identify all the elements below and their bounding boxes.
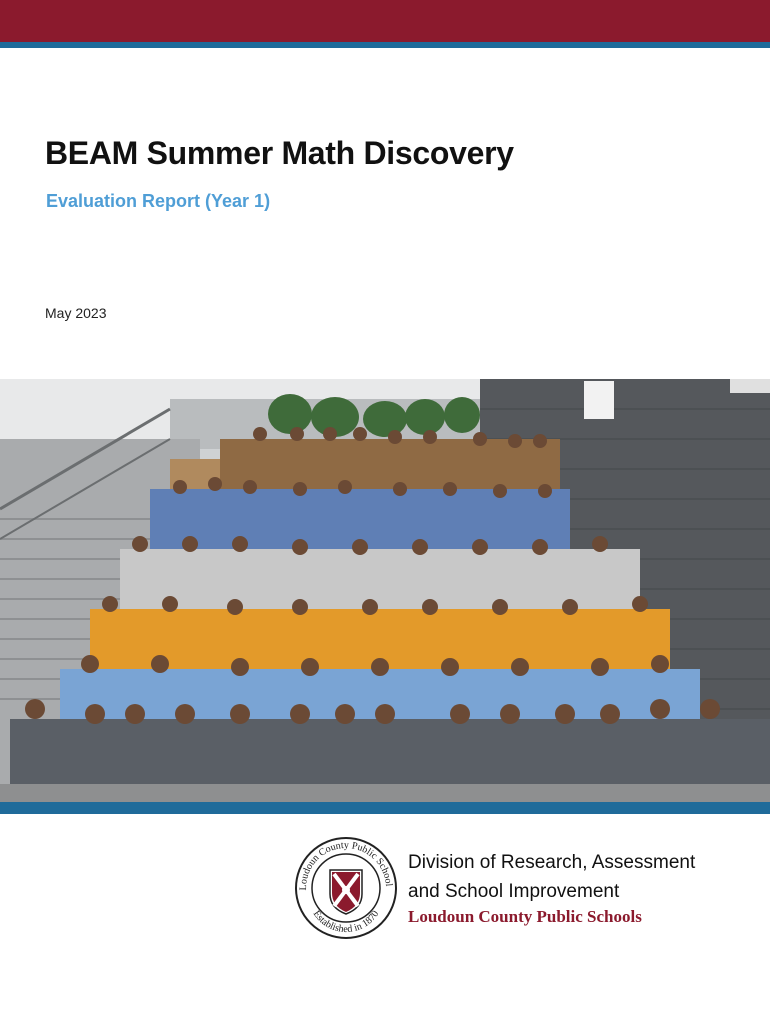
svg-text:Loudoun County Public Schools: Loudoun County Public School	[297, 839, 394, 891]
division-line-2: and School Improvement	[408, 881, 620, 902]
report-date: May 2023	[45, 305, 107, 321]
group-photo	[0, 379, 770, 802]
svg-text:Established in 1870: Established in 1870	[310, 908, 382, 936]
report-title: BEAM Summer Math Discovery	[45, 135, 514, 171]
report-subtitle: Evaluation Report (Year 1)	[46, 191, 271, 211]
header-stripe	[0, 42, 770, 48]
school-seal-icon	[294, 836, 398, 940]
district-name: Loudoun County Public Schools	[408, 907, 642, 926]
division-name	[408, 848, 695, 906]
division-line-1: Division of Research, Assessment	[408, 852, 696, 873]
header-band	[0, 0, 770, 42]
photo-bottom-stripe	[0, 802, 770, 814]
